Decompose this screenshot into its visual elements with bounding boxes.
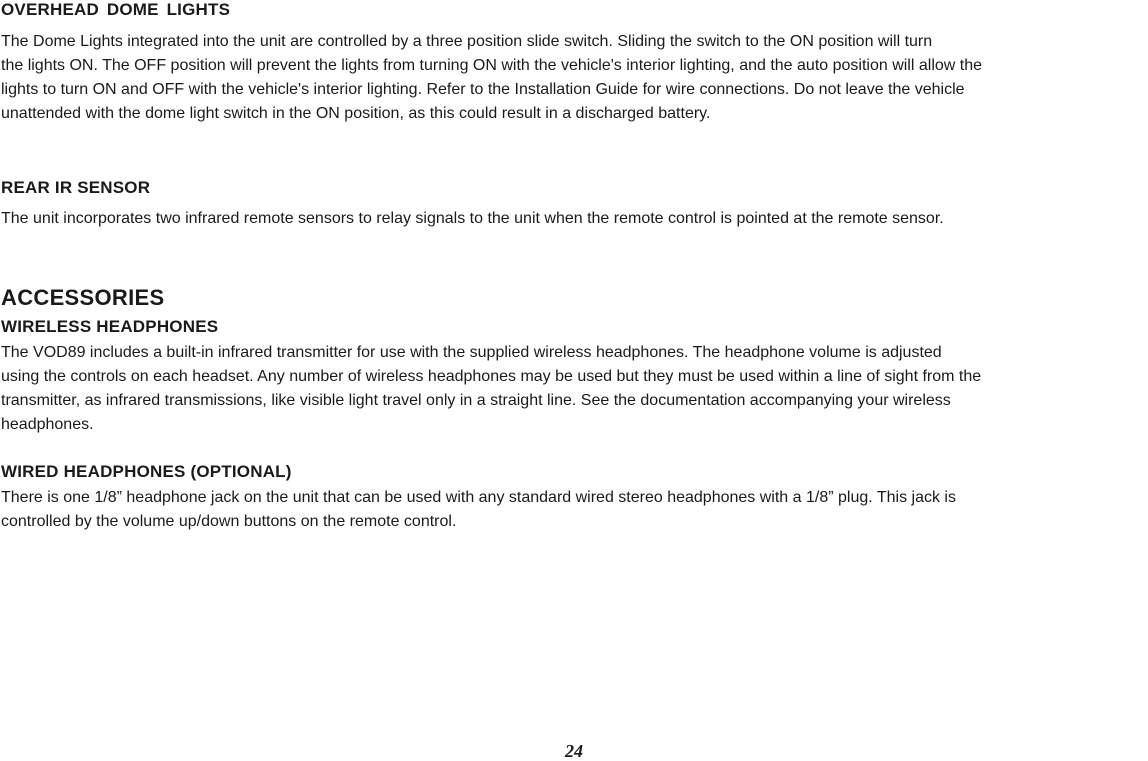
overhead-dome-lights-heading: OVERHEAD DOME LIGHTS — [1, 0, 231, 19]
page-number: 24 — [565, 741, 583, 761]
paragraph-line: There is one 1/8” headphone jack on the unit that can be used with any standard wired stereo headphones with a 1/8” plug. This jack is — [1, 489, 956, 506]
paragraph-line: unattended with the dome light switch in the ON position, as this could result in a discharged battery. — [1, 105, 711, 122]
rear-ir-sensor-heading: REAR IR SENSOR — [1, 178, 151, 197]
paragraph-line: controlled by the volume up/down buttons on the remote control. — [1, 513, 457, 530]
overhead-dome-lights-paragraph — [1, 30, 982, 126]
wireless-headphones-heading: WIRELESS HEADPHONES — [1, 317, 219, 336]
wireless-headphones-paragraph — [1, 341, 981, 437]
paragraph-line: The Dome Lights integrated into the unit are controlled by a three position slide switch. Sliding the switch to the ON position will turn — [1, 33, 933, 50]
paragraph-line: lights to turn ON and OFF with the vehicle's interior lighting. Refer to the Installation Guide for wire connections. Do not leave the vehicle — [1, 81, 965, 98]
paragraph-line: The unit incorporates two infrared remote sensors to relay signals to the unit when the remote control is pointed at the remote sensor. — [1, 210, 944, 227]
wired-headphones-heading: WIRED HEADPHONES (OPTIONAL) — [1, 462, 292, 481]
paragraph-line: The VOD89 includes a built-in infrared transmitter for use with the supplied wireless headphones. The headphone volume is adjusted — [1, 344, 942, 361]
rear-ir-sensor-paragraph — [1, 207, 944, 231]
paragraph-line: the lights ON. The OFF position will prevent the lights from turning ON with the vehicle's interior lighting, and the auto position will allow the — [1, 57, 983, 74]
paragraph-line: using the controls on each headset. Any number of wireless headphones may be used but they must be used within a line of sight from the — [1, 368, 982, 385]
paragraph-line: headphones. — [1, 416, 94, 433]
wired-headphones-paragraph — [1, 486, 956, 534]
paragraph-line: transmitter, as infrared transmissions, like visible light travel only in a straight line. See the documentation accompanying your wireless — [1, 392, 951, 409]
accessories-heading: ACCESSORIES — [1, 285, 165, 310]
